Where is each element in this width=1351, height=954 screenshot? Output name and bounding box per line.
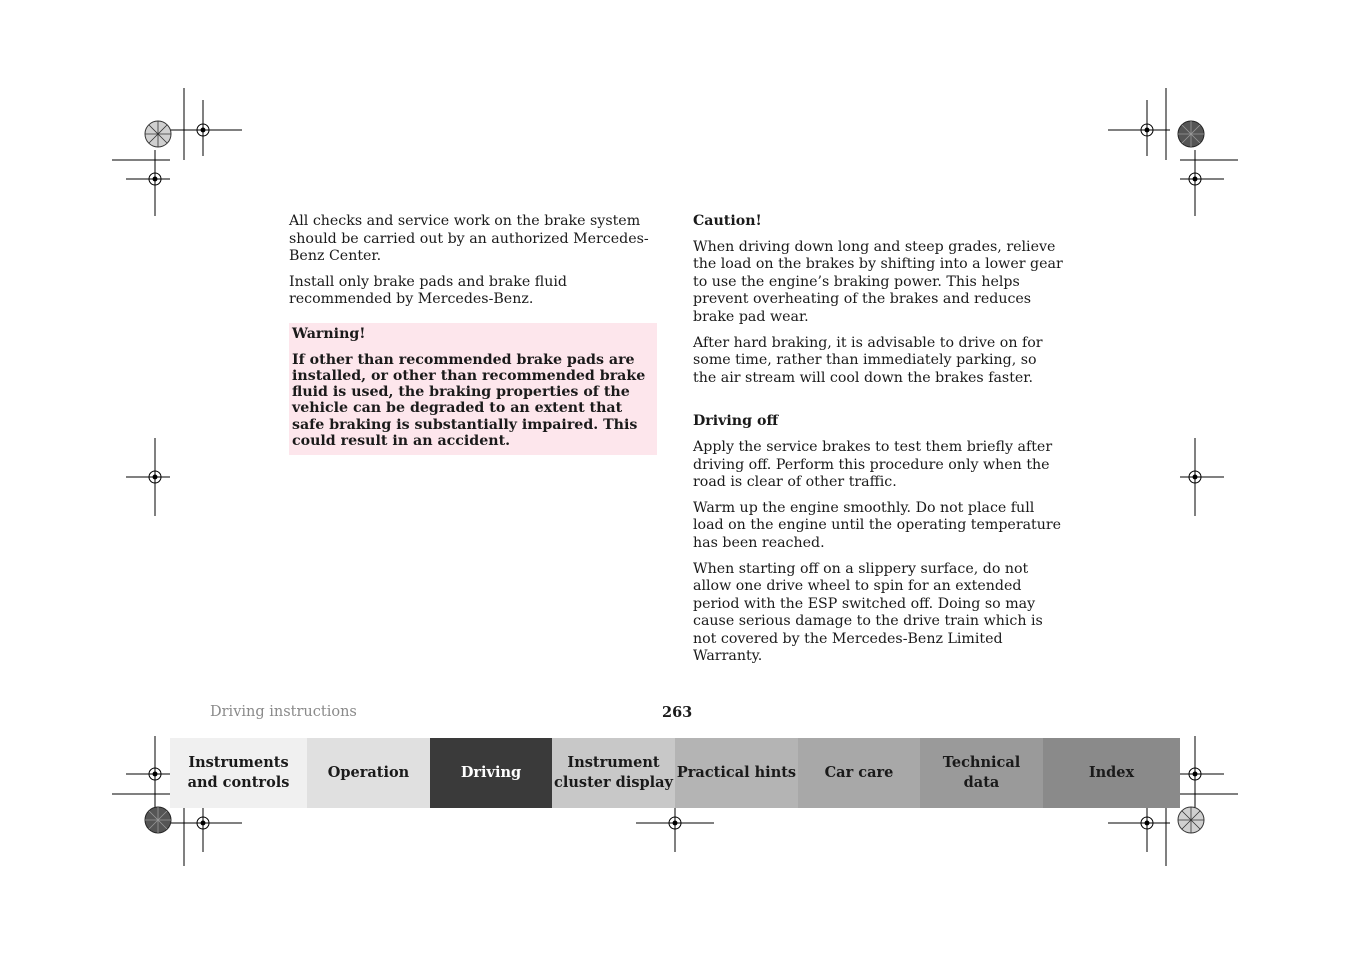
driving-off-paragraph-2: Warm up the engine smoothly. Do not place full load on the engine until the operating temperature has been reached. — [693, 499, 1062, 551]
tab-index[interactable]: Index — [1043, 738, 1180, 808]
warning-title: Warning! — [292, 325, 366, 342]
chapter-navigation — [170, 738, 1180, 808]
brake-pads-paragraph: Install only brake pads and brake fluid recommended by Mercedes-Benz. — [289, 273, 567, 308]
tab-operation[interactable]: Operation — [307, 738, 430, 808]
tab-instruments-and-controls[interactable]: Instruments and controls — [170, 738, 307, 808]
caution-paragraph-1: When driving down long and steep grades, relieve the load on the brakes by shifting into a lower gear to use the engine’s braking power. This helps prevent overheating of the brakes and reduces brake pad wear. — [693, 238, 1063, 325]
right-column — [693, 213, 1063, 674]
left-column — [289, 213, 659, 455]
tab-car-care[interactable]: Car care — [798, 738, 920, 808]
driving-off-heading: Driving off — [693, 413, 779, 430]
driving-off-paragraph-3: When starting off on a slippery surface, do not allow one drive wheel to spin for an extended period with the ESP switched off. Doing so may cause serious damage to the drive train which is not covered by the Mercedes-Benz Limited Warranty. — [693, 560, 1043, 665]
footer-section-title: Driving instructions — [210, 704, 357, 720]
warning-body: If other than recommended brake pads are installed, or other than recommended brake fluid is used, the braking properties of the vehicle can be degraded to an extent that safe braking is substantially impaired. This could result in an accident. — [292, 351, 646, 450]
caution-title: Caution! — [693, 213, 762, 229]
brake-service-paragraph: All checks and service work on the brake system should be carried out by an authorized Mercedes-Benz Center. — [289, 213, 649, 265]
tab-practical-hints[interactable]: Practical hints — [675, 738, 798, 808]
tab-instrument-cluster-display[interactable]: Instrument cluster display — [552, 738, 675, 808]
tab-technical-data[interactable]: Technical data — [920, 738, 1043, 808]
warning-box — [289, 323, 657, 455]
caution-paragraph-2: After hard braking, it is advisable to drive on for some time, rather than immediately parking, so the air stream will cool down the brakes faster. — [693, 334, 1043, 386]
tab-driving[interactable]: Driving — [430, 738, 552, 808]
page-number: 263 — [662, 704, 693, 721]
driving-off-paragraph-1: Apply the service brakes to test them briefly after driving off. Perform this procedure only when the road is clear of other traffic. — [693, 438, 1053, 491]
